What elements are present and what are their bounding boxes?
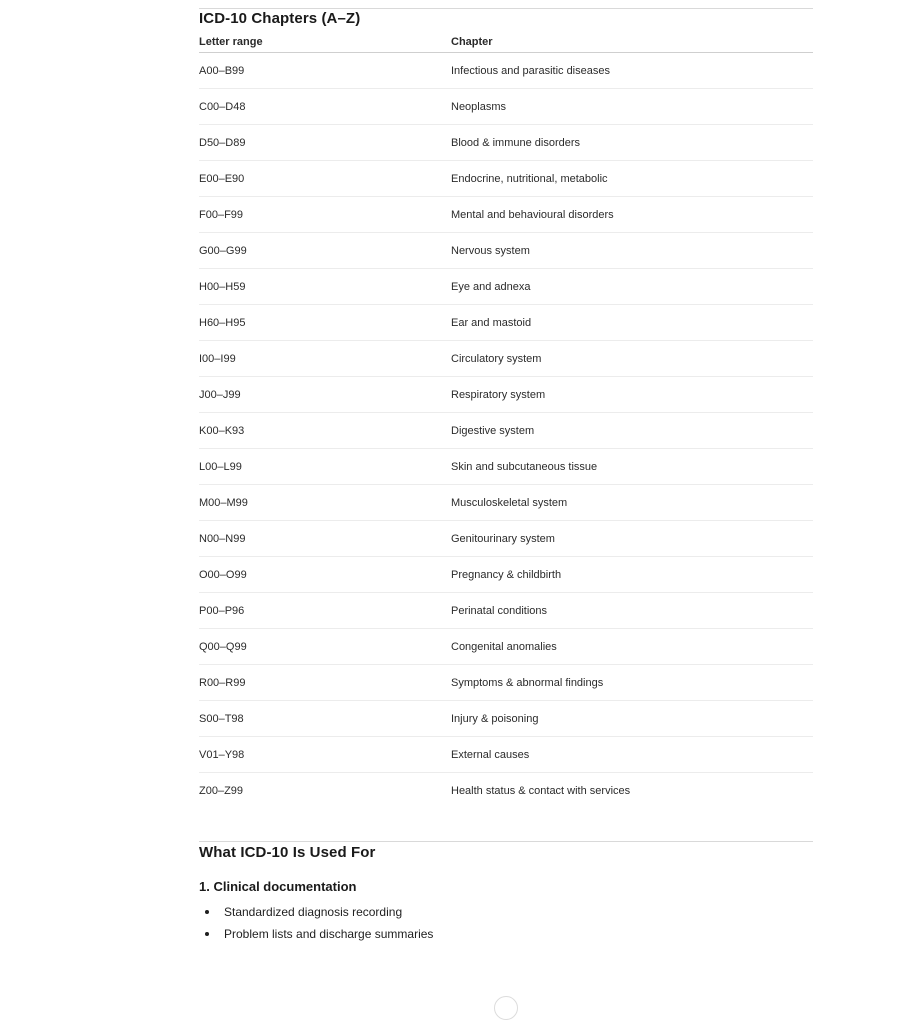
chapters-table	[199, 32, 813, 808]
cell-letter-range: V01–Y98	[199, 737, 451, 773]
cell-letter-range: D50–D89	[199, 125, 451, 161]
clinical-documentation-heading: 1. Clinical documentation	[199, 879, 357, 894]
cell-letter-range: I00–I99	[199, 341, 451, 377]
cell-letter-range: C00–D48	[199, 89, 451, 125]
table-row	[199, 665, 813, 701]
table-row	[199, 377, 813, 413]
cell-letter-range: E00–E90	[199, 161, 451, 197]
cell-chapter: Skin and subcutaneous tissue	[451, 449, 813, 485]
cell-chapter: Eye and adnexa	[451, 269, 813, 305]
cell-letter-range: F00–F99	[199, 197, 451, 233]
cell-chapter: Injury & poisoning	[451, 701, 813, 737]
cell-chapter: Respiratory system	[451, 377, 813, 413]
cell-letter-range: M00–M99	[199, 485, 451, 521]
cell-chapter: Musculoskeletal system	[451, 485, 813, 521]
clinical-documentation-list	[199, 903, 813, 947]
table-row	[199, 233, 813, 269]
cell-letter-range: G00–G99	[199, 233, 451, 269]
table-row	[199, 557, 813, 593]
cell-letter-range: O00–O99	[199, 557, 451, 593]
table-header-row	[199, 32, 813, 53]
cell-chapter: Congenital anomalies	[451, 629, 813, 665]
bullet-icon	[205, 910, 209, 914]
cell-letter-range: N00–N99	[199, 521, 451, 557]
cell-chapter: Symptoms & abnormal findings	[451, 665, 813, 701]
table-row	[199, 305, 813, 341]
cell-chapter: Infectious and parasitic diseases	[451, 53, 813, 89]
cell-chapter: Digestive system	[451, 413, 813, 449]
uses-heading: What ICD-10 Is Used For	[199, 844, 376, 861]
cell-chapter: Circulatory system	[451, 341, 813, 377]
table-row	[199, 413, 813, 449]
table-row	[199, 269, 813, 305]
cell-chapter: Health status & contact with services	[451, 784, 631, 797]
cell-chapter: External causes	[451, 737, 813, 773]
chapters-heading: ICD-10 Chapters (A–Z)	[199, 10, 361, 27]
cell-chapter: Blood & immune disorders	[451, 125, 813, 161]
column-header-letter-range: Letter range	[199, 32, 451, 53]
cell-letter-range: A00–B99	[199, 53, 451, 89]
table-row	[199, 89, 813, 125]
cell-letter-range: R00–R99	[199, 665, 451, 701]
cell-chapter: Endocrine, nutritional, metabolic	[451, 161, 813, 197]
article-content	[199, 0, 813, 947]
scroll-down-button[interactable]	[494, 996, 518, 1020]
table-row	[199, 593, 813, 629]
table-body	[199, 53, 813, 809]
cell-chapter: Neoplasms	[451, 89, 813, 125]
list-item-text: Standardized diagnosis recording	[224, 905, 403, 919]
cell-chapter: Pregnancy & childbirth	[451, 557, 813, 593]
table-row	[199, 341, 813, 377]
table-row	[199, 521, 813, 557]
cell-letter-range: Z00–Z99	[199, 784, 244, 797]
table-row	[199, 161, 813, 197]
cell-letter-range: Q00–Q99	[199, 629, 451, 665]
table-row	[199, 773, 813, 809]
table-row	[199, 53, 813, 89]
table-row	[199, 737, 813, 773]
table-row	[199, 701, 813, 737]
cell-chapter: Ear and mastoid	[451, 305, 813, 341]
column-header-chapter: Chapter	[451, 32, 813, 53]
cell-chapter: Nervous system	[451, 233, 813, 269]
table-row	[199, 629, 813, 665]
cell-letter-range: H60–H95	[199, 305, 451, 341]
cell-letter-range: J00–J99	[199, 377, 451, 413]
cell-chapter: Genitourinary system	[451, 521, 813, 557]
table-row	[199, 485, 813, 521]
cell-letter-range: S00–T98	[199, 701, 451, 737]
cell-letter-range: K00–K93	[199, 413, 451, 449]
cell-letter-range: P00–P96	[199, 593, 451, 629]
cell-letter-range: H00–H59	[199, 269, 451, 305]
cell-letter-range: L00–L99	[199, 449, 451, 485]
cell-chapter: Mental and behavioural disorders	[451, 197, 813, 233]
table-row	[199, 125, 813, 161]
bullet-icon	[205, 932, 209, 936]
cell-chapter: Perinatal conditions	[451, 593, 813, 629]
list-item	[199, 925, 813, 947]
table-row	[199, 449, 813, 485]
list-item-text: Problem lists and discharge summaries	[224, 927, 434, 941]
list-item	[199, 903, 813, 925]
table-row	[199, 197, 813, 233]
